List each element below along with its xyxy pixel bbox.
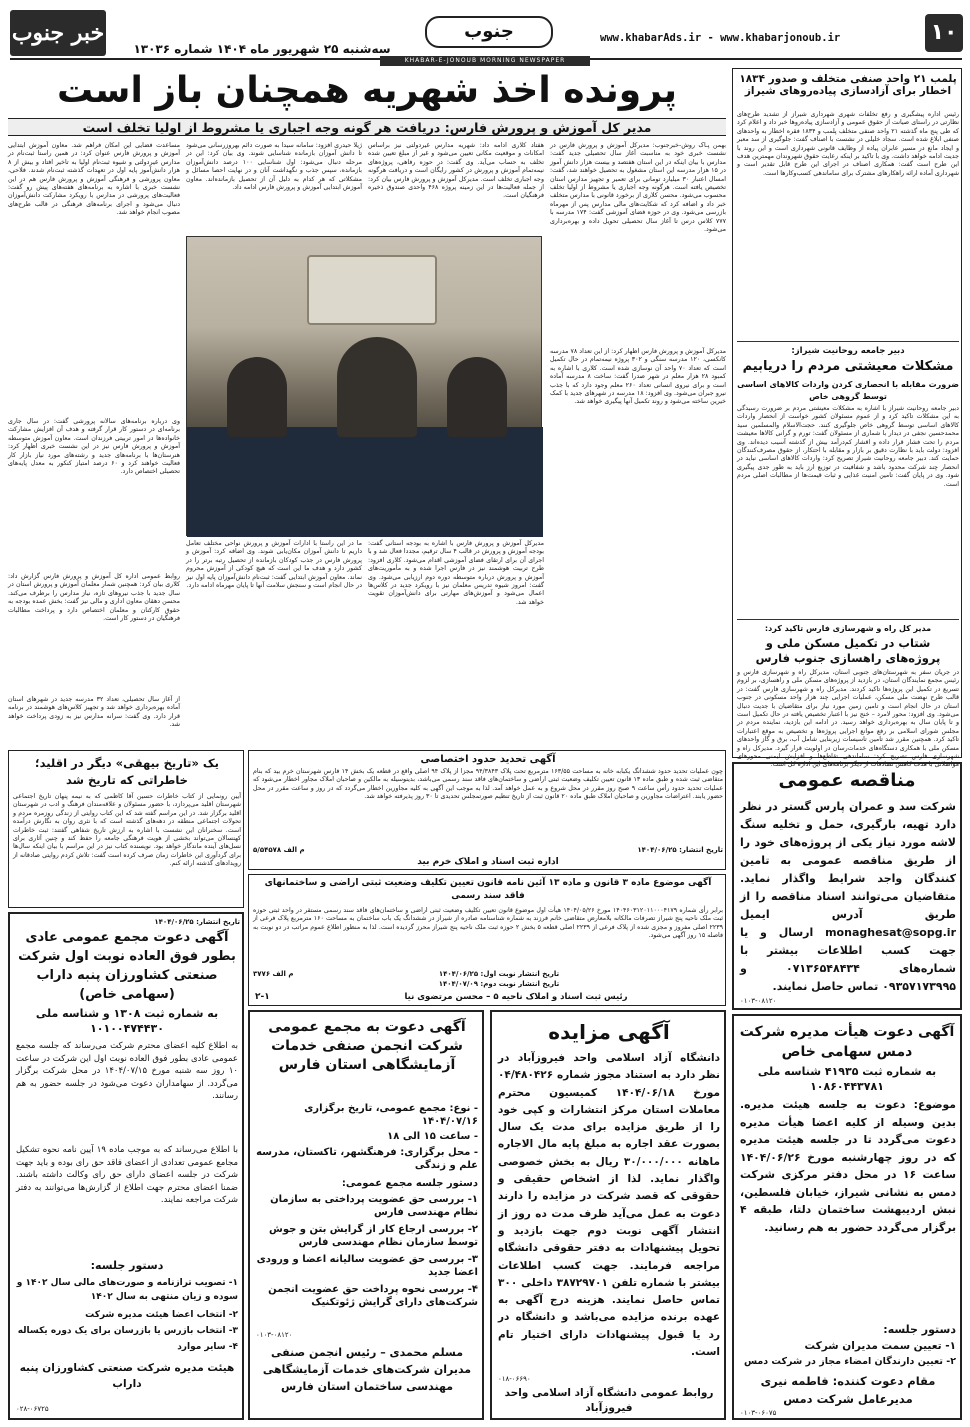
cotton-agenda-4: ۴- سایر موارد	[177, 1342, 238, 1352]
cotton-reg: به شماره ثبت ۱۳۰۸ و شناسه ملی ۱۰۱۰۰۴۷۴۴۳۰	[35, 1007, 219, 1035]
assembly-item-2: - ساعت ۱۵ الی ۱۸	[387, 1131, 478, 1142]
cotton-title: آگهی دعوت مجمع عمومی عادی بطور فوق العاده نوبت اول شرکت صنعتی کشاورزان پنبه داراب (سهامی خاص)	[18, 930, 236, 1002]
board-agenda-2: ۲- تعیین دارندگان امضاء مجاز در شرکت دمس	[743, 1356, 956, 1367]
assembly-item-4: دستور جلسه مجمع عمومی:	[341, 1178, 478, 1189]
story1-title: پلمب ۲۱ واحد صنفی متخلف و صدور ۱۸۳۴ اخطار برای آزادسازی پیاده‌روهای شیراز	[739, 73, 957, 97]
article3-signature: رئیس ثبت اسناد و املاک ناحیه ۵ – محسن مرتضوی نیا	[404, 992, 628, 1002]
board-agenda-title: دستور جلسه:	[883, 1323, 956, 1336]
tender-code: ۰۱۰۳-۰۸۱۲۰	[740, 997, 777, 1005]
cotton-code: ۰۲۸-۰۶۷۲۵	[16, 1405, 49, 1413]
survey-signature: اداره ثبت اسناد و املاک خرم بید	[417, 857, 559, 867]
cotton-body: به اطلاع کلیه اعضای محترم شرکت می‌رساند که جلسه مجمع عمومی عادی بطور فوق العاده نوبت اول این شرکت در ساعت ۱۰ روز سه شنبه مورخ ۱۴۰۴/۰۷/۱۵ در محل شرکت برگزار می‌گردد. از سهامداران دعوت می‌شود در جلسه حضور به هم رسانند.	[16, 1041, 238, 1101]
logo-text: خبر جنوب	[11, 20, 105, 46]
main-col-3: ژیلا حیدری افزود: سامانه سیدا به صورت دائم بهروزرسانی می‌شود تا دانش آموزان بازمانده شناسایی شوند. وی بیان کرد: این در مرحله دنبال می‌شود: اول شناسایی ۱۰۰ درصد دانش‌آموزان بازمانده، سپس جذب و نگهداشت آنان و در نهایت احصا مسائل و مشکلاتی که هر کدام به دلیل آن از تحصیل بازمانده‌اند. معاون آموزش ابتدایی آموزش و پرورش فارس ادامه داد.	[186, 142, 362, 192]
main-col-3b: ما در این راستا با ادارات آموزش و پرورش نواحی مختلف تعامل داریم تا دانش آموزان مکان‌یابی شوند. وی اضافه کرد: آموزش و پرورش فارس در جذب کودکان بازمانده از تحصیل رتبه برتر را در کشور دارد و هدف ما این است که هیچ کودکی از آموزش محروم نماند. معاون آموزش ابتدایی گفت: ثبت‌نام دانش‌آموزان پایه اول نیز در حال انجام است و سنجش سلامت آنها تا پایان مهرماه ادامه دارد.	[186, 540, 362, 590]
page-number-badge	[925, 14, 963, 52]
survey-code: م الف ۵/۵۴۵۷۸	[253, 846, 305, 854]
main-col-1b: مدیرکل آموزش و پرورش فارس اظهار کرد: از این تعداد ۷۸ مدرسه کانکسی، ۱۲۰ مدرسه سنگی و ۳۰۲ پروژه نیمه‌تمام در حال تکمیل است که تعداد ۷۰ واحد آن نوسازی شده است. کلاری با اشاره به کمبود ۲۸ هزار معلم در شهر صدرا گفت: ساخت ۸ مدرسه آماده است و برای نیروی انسانی تعداد ۲۶۰ معلم وجود دارد که با جذب نیرو جبران می‌شود. وی افزود: ۱۸ مدرسه در شهرهای جدید با کمک خیرین ساخته می‌شود و روند تکمیل آنها پیگیری خواهد شد.	[550, 348, 727, 406]
assembly-item-7: ۳- بررسی حق عضویت سالیانه اعضا و ورودی اعضا جدید	[256, 1254, 478, 1278]
article3-date2: تاریخ انتشار نوبت دوم: ۱۴۰۴/۰۷/۰۹	[438, 980, 560, 988]
story1-body: رئیس اداره پیشگیری و رفع تخلفات شهری شهرداری شیراز از تشدید طرح‌های نظارتی در راستای صیانت از حقوق عمومی و آزادسازی پیاده‌روها خبر داد و اعلام کرد که طی پنج ماه گذشته ۲۱ واحد صنفی متخلف پلمب و ۱۸۳۴ فقره اخطار به واحدهای صنفی ابلاغ شده است. سجاد خلیلی در نشست با اصناف گفت: جلوگیری از سد معبر و ایجاد مانع در مسیر عابران پیاده از وظایف قانونی شهرداری است و این روند با جدیت ادامه خواهد داشت. وی با تاکید بر اینکه رعایت حقوق شهروندان مهمترین هدف این طرح است گفت: همکاری اصناف در اجرای این طرح قابل تقدیر است و شهرداری آماده ارائه راهکارهای مشترک برای ساماندهی کسب‌وکارها است.	[737, 111, 959, 177]
article3-title: آگهی موضوع ماده ۳ قانون و ماده ۱۳ آئین نامه قانون تعیین تکلیف وضعیت ثبتی اراضی و ساختمانهای فاقد سند رسمی	[264, 878, 712, 901]
main-subhead: مدیر کل آموزش و پرورش فارس: دریافت هر گونه وجه اجباری یا مشروط از اولیا تخلف است	[8, 118, 726, 136]
survey-ad	[248, 750, 726, 870]
cotton-agenda-1: ۱- تصویب ترازنامه و صورت‌های مالی سال ۱۴۰۲ و سوده و زیان منتهی به سال ۱۴۰۲	[16, 1278, 238, 1302]
assembly-item-1: - نوع: مجمع عمومی، تاریخ برگزاری ۱۴۰۴/۰۷/۱۶	[304, 1103, 478, 1127]
article3-date1: تاریخ انتشار نوبت اول: ۱۴۰۴/۰۶/۲۵	[438, 970, 560, 978]
website: www.khabarAds.ir - www.khabarjonoub.ir	[600, 32, 841, 44]
page-number: ۱۰	[930, 20, 958, 45]
assembly-title: آگهی دعوت به مجمع عمومی شرکت انجمن صنفی خدمات آزمایشگاهی استان فارس	[268, 1019, 466, 1073]
main-col-4c: روابط عمومی اداره کل آموزش و پرورش فارس گزارش داد: کلاری بیان کرد: همچنین شمار معلمان آموزش و پرورش استان در سال جدید با جذب نیروهای تازه، نیاز مدارس را برطرف می‌کند. محسن دهقان معاون اداری و مالی نیز گفت: بخش عمده بودجه به حقوق کارکنان و معلمان اختصاص دارد و پرداخت مطالبات فرهنگیان در دستور کار است.	[8, 573, 180, 623]
story3-kicker: مدیر کل راه و شهرسازی فارس تاکید کرد:	[764, 624, 932, 633]
cotton-agenda-3: ۳- انتخاب بازرس یا بازرسان برای یک دوره یکساله	[17, 1326, 238, 1336]
assembly-item-5: ۱- بررسی حق عضویت پرداختی به سازمان نظام مهندسی فارس	[270, 1194, 478, 1218]
tarikh-beyhaghi-box	[8, 750, 244, 908]
auction-signature: روابط عمومی دانشگاه آزاد اسلامی واحد فیروزآباد	[504, 1387, 714, 1414]
board-code: ۰۱۰۳-۰۶۰۷۵	[740, 1409, 777, 1417]
tender-ad	[732, 762, 962, 1010]
logo	[10, 10, 106, 56]
section-title: جنوب	[464, 21, 514, 42]
right-column	[732, 68, 962, 769]
assembly-item-8: ۴- بررسی نحوه پرداخت حق عضویت انجمن شرکت‌های دارای گرایش ژئوتکنیک	[268, 1284, 478, 1308]
main-col-2: هفتاد کلاری ادامه داد: شهریه مدارس غیردولتی نیز براساس امکانات و موقعیت مکانی تعیین می‌شود و غیر از مبلغ تعیین شده تخلف به حساب می‌آید. وی گفت: در حوزه رفاهی، پروژه‌های نیمه‌تمام آموزش و پرورش در کشور رایگان است و دریافت هرگونه وجه اجباری تخلف است. مدیرکل آموزش و پرورش فارس بیان کرد: از جمله فعالیت‌ها در این زمینه پروژه ۴۶۸ واحدی صندوق ذخیره فرهنگیان است.	[368, 142, 544, 200]
tarikh-title: یک «تاریخ بیهقی» دیگر در اقلید؛ خاطراتی که تاریخ شد	[34, 756, 220, 787]
cotton-body2: با اطلاع می‌رساند که به موجب ماده ۱۹ آیین نامه نحوه تشکیل مجامع عمومی تعدادی از اعضای فاقد حق رای بوده و باید جهت شرکت در جلسه اعضای دارای حق رای وکالت داشته باشند. ضمنا اعضای محترم جهت اطلاع از گزارش‌ها می‌توانند به دفتر شرکت مراجعه نمایند.	[16, 1145, 238, 1205]
auction-code: ۰۱۸-۰۶۶۹۰	[498, 1375, 531, 1383]
assembly-signature: مسلم محمدی – رئیس انجمن صنفی مدیران شرکت‌های خدمات آزمایشگاهی مهندسی ساختمان استان فارس	[262, 1346, 472, 1393]
assembly-item-3: - محل برگزاری: فرهنگشهر، تاکستان، مدرسه علم و زندگی	[256, 1147, 478, 1171]
article3-tag: ۲-۱	[255, 992, 270, 1002]
main-col-4: مساعدت فضایی این امکان فراهم شد. معاون آموزش ابتدایی آموزش و پرورش فارس عنوان کرد: در همین راستا ثبت‌نام در مدارس غیردولتی و شیوه ثبت‌نام اولیا به تاخیر افتاد و بیش از ۸ هزار دانش‌آموز پایه اول در تعهدات گذشته ثبت‌نام شدند. فلاحی، معاون پرورشی و فرهنگی آموزش و پرورش فارس هم در این نشست خبری با اشاره به برنامه‌های هفته‌های پیش رو گفت: فعالیت‌های پرورشی در مدارس با رویکرد مشارکت دانش‌آموزان دنبال می‌شود و اجرای برنامه‌های فرهنگی در قالب طرح‌های مصوب انجام خواهد شد.	[8, 142, 180, 217]
main-col-extra: از آغاز سال تحصیلی، تعداد ۳۲ مدرسه جدید در شهرهای استان آماده بهره‌برداری خواهد شد و تجهیز کلاس‌های هوشمند در برنامه قرار دارد. وی گفت: سرانه مدارس نیز به زودی پرداخت خواهد شد.	[8, 696, 180, 729]
press-conference-photo	[186, 236, 542, 536]
main-col-4b: وی درباره برنامه‌های سالانه پرورشی گفت: در سال جاری برنامه‌ای در دستور کار قرار گرفته و هدف آن افزایش مشارکت خانواده‌ها در امور تربیتی فرزندان است. معاون آموزش متوسطه آموزش و پرورش فارس نیز در این نشست خبری اظهار کرد: هنرستان‌ها با برنامه‌های جدید و رشته‌های مورد نیاز بازار کار فعالیت خواهند کرد و ۶۰ درصد امتیاز کنکور به معدل پایه‌های تحصیلی اختصاص دارد.	[8, 418, 180, 476]
story3-body: در جریان سفر به شهرستان‌های جنوبی استان، مدیرکل راه و شهرسازی فارس و رئیس مجمع نمایندگان استان، در بازدید از پروژه‌های مسکن ملی و راهسازی، بر لزوم تسریع در تکمیل این پروژه‌ها تاکید کردند. مدیرکل راه و شهرسازی فارس گفت: در قالب طرح نهضت ملی مسکن، عملیات اجرایی چند هزار واحد مسکونی در جنوب استان در حال انجام است و تامین زمین مورد نیاز برای متقاضیان با جدیت دنبال می‌شود. وی افزود: محور لامرد – خنج نیز با اعتبار تخصیص یافته در حال تکمیل است و تا پایان سال به بهره‌برداری خواهد رسید. در ادامه این بازدید، نماینده مردم در مجلس شورای اسلامی بر رفع موانع اجرایی پروژه‌ها و تخصیص به موقع اعتبارات تاکید کرد. همچنین مقرر شد تامین تاسیسات زیربنایی شامل آب، برق و گاز واحدهای مسکن ملی با همکاری دستگاه‌های خدمات‌رسان در اولویت قرار گیرد. مدیرکل راه و شهرسازی فارس تصریح کرد: ساماندهی تقاطع‌ها و افزایش ایمنی محورهای مواصلاتی با هدف کاهش تصادفات از دیگر برنامه‌های این اداره کل است.	[737, 669, 959, 769]
tender-title: مناقصه عمومی	[778, 770, 916, 791]
assembly-code: ۰۱۰۳-۰۸۱۲۰	[256, 1331, 293, 1339]
tarikh-body: آیین رونمایی از کتاب خاطرات حسین آقا کاظمی که به نیمه پنهان تاریخ اجتماعی شهرستان اقلید می‌پردازد، با حضور مسئولان و علاقه‌مندان فرهنگ و ادب در شهرستان اقلید برگزار شد. در این مراسم گفته شد که این کتاب روایتی از زندگی روزمره مردم و تحولات اجتماعی منطقه در دهه‌های گذشته است که با نثری روان به نگارش درآمده است. سخنرانان این نشست با اشاره به ارزش تاریخ شفاهی گفتند: ثبت خاطرات کهنسالان می‌تواند بخشی از هویت فرهنگی جامعه را حفظ کند و چنین آثاری برای نسل‌های آینده ماندگار خواهد بود. نویسنده کتاب نیز در این مراسم با بیان اینکه سال‌ها برای گردآوری این خاطرات زمان صرف کرده است گفت: تلاش کردم روایتی صادقانه از رویدادهای گذشته ارائه کنم.	[13, 793, 241, 868]
survey-date: تاریخ انتشار: ۱۴۰۴/۰۶/۲۵	[637, 846, 723, 854]
issue-date: سه‌شنبه ۲۵ شهریور ماه ۱۴۰۴ شماره ۱۳۰۳۶	[133, 42, 391, 56]
board-ad	[732, 1014, 962, 1420]
main-col-1: بهمن پـاک روش-خبرجنوب: مدیرکل آموزش و پرورش فارس در نشست خبری خود به مناسبت آغاز سال تحصیلی جدید گفت: مدارس با بیان اینکه در این استان هفتصد و بیست هزار دانش آموز در ۱۵ هزار مدرسه این استان مشغول به تحصیل خواهند شد، گفت: امسال اعتبار ۳۰ میلیارد تومانی برای تعمیر و تجهیز مدارس استان تخصیص یافته است. هرگونه وجه اجباری یا مشروط از اولیا تخلف محسوب می‌شود. محسن کلاری از برخورد قانونی با مدارس متخلف خبر داد و اضافه کرد که شکایت‌های مالی مدارس پس از مهرماه بازرسی می‌شود. وی در حوزه فضای آموزشی گفت: ۱۷۴ مدرسه با ۷۷۷ کلاس درس تا آغاز سال تحصیلی تحویل داده و بهره‌برداری می‌شود.	[550, 142, 726, 234]
cotton-agenda-2: ۲- انتخاب اعضا هیئت مدیره شرکت	[85, 1310, 238, 1320]
story2-kicker: دبیر جامعه روحانیت شیراز:	[791, 346, 905, 356]
cotton-ad	[8, 912, 244, 1420]
auction-body: دانشگاه آزاد اسلامی واحد فیروزآباد در نظر دارد به استناد مجوز شماره ۰۴/۴۸۰۴۲۶ مورخ ۱۴۰۴/۰۶/۱۸ کمیسیون محترم معاملات استان مرکز انتشارات و کپی خود را از طریق مزایده برای مدت یک سال بصورت عقد اجاره به مبلغ پایه مال الاجاره ماهانه ۳۰/۰۰۰/۰۰۰ ریال به بخش خصوصی واگذار نماید. لذا از اشخاص حقیقی و حقوقی که قصد شرکت در مزایده را دارند دعوت به عمل می‌آید ظرف مدت ده روز از انتشار آگهی نوبت دوم جهت بازدید و تحویل پیشنهادات به دفتر حقوقی دانشگاه مراجعه فرمایند. جهت کسب اطلاعات بیشتر با شماره تلفن ۳۸۷۲۹۷۰۱ داخلی ۳۰۰ تماس حاصل نمایند. هزینه درج آگهی به عهده برنده مزایده می‌باشد و دانشگاه در رد یا قبول پیشنهادات دارای اختیار تام است.	[498, 1052, 721, 1359]
section-label	[425, 16, 553, 48]
story3-title: شتاب در تکمیل مسکن ملی و پروژه‌های راهسازی جنوب فارس	[755, 636, 941, 665]
article3-code: م الف ۳۷۷۶	[253, 970, 294, 978]
main-story	[8, 68, 726, 748]
main-headline: پرونده اخذ شهریه همچنان باز است	[56, 70, 678, 111]
article3-ad	[248, 874, 726, 1006]
auction-ad	[490, 1010, 726, 1420]
article3-body: برابر رأی شماره ۱۴۰۴۶۰۳۱۲۰۱۱۰۰۰۴۱۷۹ مورخ ۱۴۰۴/۰۵/۲۶ هیأت اول موضوع قانون تعیین تکلیف وضعیت ثبتی اراضی و ساختمان‌های فاقد سند رسمی مستقر در واحد ثبتی حوزه ثبت ملک ناحیه پنج شیراز تصرفات مالکانه بلامعارض متقاضی خانم فرزند به شماره شناسنامه صادره از شیراز در ششدانگ یک باب ساختمان به مساحت ۱۶۰ مترمربع پلاک فرعی از ۲۲۳۹ اصلی مفروز و مجزی شده از پلاک فرعی از ۲۲۳۹ اصلی قطعه ۵ بخش ۲ حوزه ثبت ملک ناحیه پنج شیراز محرز گردیده است. لذا به منظور اطلاع عموم مراتب در دو نوبت به فاصله ۱۵ روز آگهی می‌شود.	[253, 907, 723, 940]
cotton-agenda-title: دستور جلسه:	[90, 1259, 164, 1272]
board-reg: به شماره ثبت ۴۱۹۳۵ شناسه ملی ۱۰۸۶۰۴۴۳۷۸۱	[757, 1065, 937, 1093]
survey-title: آگهی تحدید حدود اختصاصی	[420, 754, 556, 765]
assembly-item-6: ۲- بررسی ارجاع کار از گرایش بتن و جوش توسط سازمان نظام مهندسی فارس	[269, 1224, 478, 1248]
story2-title: مشکلات معیشتی مردم را دریابیم	[742, 359, 954, 374]
auction-title: آگهی مزایده	[548, 1020, 670, 1044]
board-body: موضوع: دعوت به جلسه هیئت مدیره. بدین وسیله از کلیه اعضا هیأت مدیره دعوت می‌گردد تا در جلسه هیئت مدیره که در روز چهارشنبه مورخ ۱۴۰۴/۰۶/۲۶ ساعت ۱۶ در محل دفتر مرکزی شرکت دمس به نشانی شیراز، خیابان فلسطین، نبش اردیبهشت ساختمان دلتا، طبقه ۴ برگزار می‌گردد حضور به هم رسانید.	[740, 1098, 956, 1234]
story2-sub: ضرورت مقابله با انحصاری کردن واردات کالاهای اساسی توسط گروهی خاص	[737, 380, 959, 401]
cotton-date: تاریخ انتشار: ۱۴۰۴/۰۶/۲۵	[154, 918, 240, 926]
story2-body: دبیر جامعه روحانیت شیراز با اشاره به مشکلات معیشتی مردم بر ضرورت رسیدگی به این مشکلات تاکید کرد و از عموم مسئولان کشور خواست از انحصار واردات کالاهای اساسی توسط گروهی خاص جلوگیری کنند. حجت‌الاسلام والمسلمین سید محمدحسین نجفی در دیدار با شماری از مسئولان گفت: تورم و گرانی کالاها معیشت مردم را تحت فشار قرار داده و اقشار کم‌درآمد بیش از گذشته آسیب دیده‌اند. وی افزود: دولت باید با نظارت دقیق بر بازار و مقابله با احتکار، از حقوق مصرف‌کنندگان حمایت کند. دبیر جامعه روحانیت شیراز تصریح کرد: واردات کالاهای اساسی نباید در انحصار چند شرکت محدود باشد و شفافیت در توزیع ارز باید به طور جدی پیگیری شود. وی در پایان گفت: تامین امنیت غذایی و ثبات قیمت‌ها از مطالبات اصلی مردم است.	[737, 405, 959, 488]
assembly-ad	[248, 1010, 484, 1420]
page-header	[0, 0, 970, 66]
board-title: آگهی دعوت هیأت مدیره شرکت دمس سهامی خاص	[739, 1024, 955, 1060]
tender-body: شرکت سد و عمران پارس گستر در نظر دارد تهیه، بارگیری، حمل و تخلیه سنگ لاشه مورد نیاز یکی از پروژه‌های خود را از طریق مناقصه عمومی به تامین کنندگان واجد شرایط واگذار نماید. متقاضیان می‌توانند اسناد مناقصه را از طریق آدرس ایمیل monaghesat@sopg.ir ارسال و یا جهت کسب اطلاعات بیشتر با شماره‌های ۰۷۱۳۶۵۴۸۴۳۴ و ۰۹۳۵۷۱۷۳۹۹۵ تماس حاصل نمایند.	[740, 800, 956, 993]
board-inviter: مقام دعوت کننده: فاطمه نیری مدیرعامل شرکت دمس	[760, 1374, 936, 1406]
cotton-signature: هیئت مدیره شرکت صنعتی کشاورزان پنبه داراب	[19, 1362, 235, 1390]
board-agenda-1: ۱- تعیین سمت مدیران شرکت	[804, 1340, 956, 1352]
subline: KHABAR-E-JONOUB MORNING NEWSPAPER	[380, 56, 590, 66]
main-col-2b: مدیرکل آموزش و پرورش فارس با اشاره به بودجه استانی گفت: بودجه آموزش و پرورش در قالب ۴ سال ترقیم، مجددا فعال شد و با اجرای آن برای ارتقای فضای آموزشی اقدام می‌شود. کلاری افزود: طرح تربیت هوشمند نیز در فارس اجرا شده و به مأموریت‌های آموزش و پرورش درباره متوسطه دوره دوم ارزیابی می‌شود. وی گفت: امروز شیوه تدریس معلمان نیز با رویکرد جدید در کلاس‌ها اعمال می‌شود و آموزش‌های مهارتی برای دانش‌آموزان تقویت خواهد شد.	[368, 540, 544, 606]
survey-body: چون عملیات تحدید حدود ششدانگ یکبابه خانه به مساحت ۱۶۳/۵۵ مترمربع تحت پلاک ۹۴/۳۸۴۳ مجزا از پلاک ۹۴ اصلی واقع در قطعه یک بخش ۱۴ فارس شهرستان خرم بید که بنام متقاضی ثبت شده و طبق ماده ۱۳ قانون تعیین تکلیف وضعیت ثبتی اراضی و ساختمان‌های فاقد سند رسمی می‌باشد، بدینوسیله به مالکین و صاحبان املاک مجاور اخطار می‌شود که عملیات تحدید حدود رأس ساعت ۹ صبح روز مقرر در محل شروع و به عمل خواهد آمد. لذا به موجب این آگهی به کلیه مجاورین اخطار می‌گردد که در روز و ساعت مقرر در محل حضور یابند. اعتراضات مجاورین و صاحبان املاک طبق ماده ۲۰ قانون ثبت از تاریخ تنظیم صورتمجلس تحدیدی تا ۳۰ روز پذیرفته خواهد شد.	[253, 768, 724, 801]
